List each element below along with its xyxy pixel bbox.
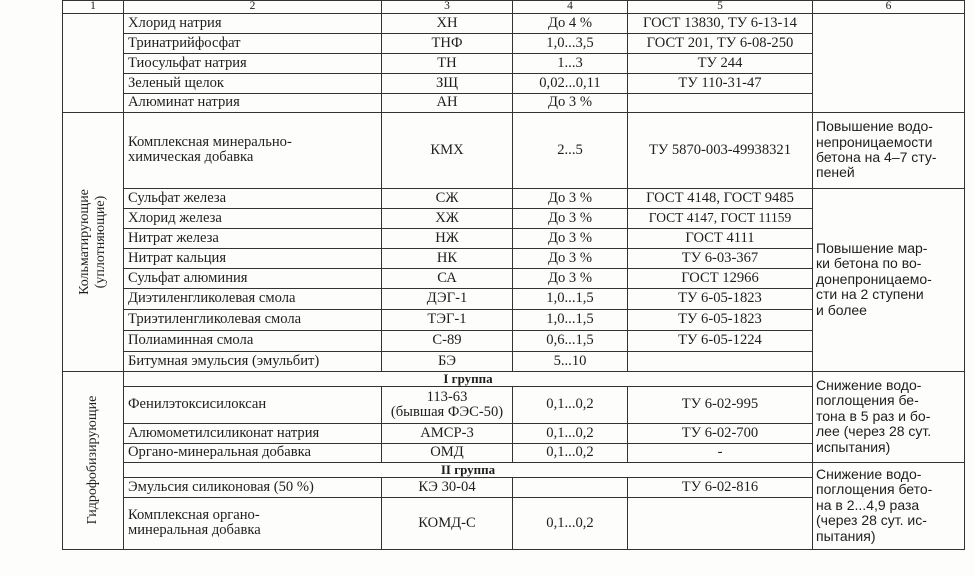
- additive-standard: ТУ 110-31-47: [628, 73, 813, 93]
- table-row: [63, 188, 965, 208]
- additive-standard: ТУ 6-05-1224: [628, 330, 813, 351]
- additive-dose: 1,0...1,5: [513, 288, 628, 309]
- category-colmatating: [63, 112, 124, 371]
- additive-code: ТЭГ-1: [382, 309, 513, 330]
- col-5-header: 5: [628, 1, 813, 14]
- additive-name: Тиосульфат натрия: [124, 53, 382, 73]
- additive-dose: До 3 %: [513, 228, 628, 248]
- additive-standard: ТУ 6-05-1823: [628, 288, 813, 309]
- additive-standard: ТУ 5870-003-49938321: [628, 112, 813, 188]
- additive-code: СЖ: [382, 188, 513, 208]
- additive-code: КЭ 30-04: [382, 477, 513, 497]
- additive-standard: ГОСТ 201, ТУ 6-08-250: [628, 33, 813, 53]
- effect-group-2: Снижение водо- поглощения бето- на в 2...4,9 раза (через 28 сут. ис- пытания): [813, 462, 965, 549]
- additive-dose: 0,02...0,11: [513, 73, 628, 93]
- additive-code: ТН: [382, 53, 513, 73]
- additive-name: Зеленый щелок: [124, 73, 382, 93]
- additive-standard: [628, 497, 813, 549]
- additive-dose: До 3 %: [513, 208, 628, 228]
- group-title-row: [63, 462, 965, 477]
- additive-code: КОМД-С: [382, 497, 513, 549]
- additive-name: Тринатрийфосфат: [124, 33, 382, 53]
- additive-standard: [628, 93, 813, 112]
- col-6-header: 6: [813, 1, 965, 14]
- additive-dose: До 3 %: [513, 188, 628, 208]
- col-4-header: 4: [513, 1, 628, 14]
- additive-dose: 0,1...0,2: [513, 386, 628, 423]
- additive-code: СА: [382, 268, 513, 288]
- additive-standard: ГОСТ 13830, ТУ 6-13-14: [628, 13, 813, 33]
- additive-code: ДЭГ-1: [382, 288, 513, 309]
- additive-code: БЭ: [382, 351, 513, 371]
- additive-code: КМХ: [382, 112, 513, 188]
- additive-dose: 0,6...1,5: [513, 330, 628, 351]
- additive-name: Сульфат железа: [124, 188, 382, 208]
- additive-standard: ГОСТ 4148, ГОСТ 9485: [628, 188, 813, 208]
- additive-standard: -: [628, 443, 813, 462]
- additive-code: ЗЩ: [382, 73, 513, 93]
- additive-name: Алюминат натрия: [124, 93, 382, 112]
- additive-name: Алюмометилсиликонат натрия: [124, 423, 382, 443]
- additive-code: С-89: [382, 330, 513, 351]
- category-colmatating-sublabel: (уплотняющие): [93, 195, 108, 288]
- header-row: [63, 1, 965, 14]
- additive-dose: 1,0...3,5: [513, 33, 628, 53]
- additive-standard: ГОСТ 4147, ГОСТ 11159: [628, 208, 813, 228]
- additive-code: ХН: [382, 13, 513, 33]
- additive-dose: [513, 477, 628, 497]
- category-cell-empty: [63, 13, 124, 112]
- additive-dose: До 3 %: [513, 248, 628, 268]
- additive-standard: ТУ 244: [628, 53, 813, 73]
- additive-standard: ГОСТ 12966: [628, 268, 813, 288]
- effect-colmatating: Повышение мар- ки бетона по во- донепроницаемо- сти на 2 ступени и более: [813, 188, 965, 371]
- additive-dose: До 3 %: [513, 268, 628, 288]
- category-hydrophobic-label: Гидрофобизирующие: [84, 395, 100, 525]
- col-1-header: 1: [63, 1, 124, 14]
- additive-dose: 1,0...1,5: [513, 309, 628, 330]
- category-hydrophobic: [63, 371, 124, 549]
- additive-standard: ТУ 6-02-816: [628, 477, 813, 497]
- group-1-title: I группа: [124, 371, 813, 386]
- additive-standard: ГОСТ 4111: [628, 228, 813, 248]
- table-row: [63, 112, 965, 188]
- additive-name: Фенилэтоксисилоксан: [124, 386, 382, 423]
- additive-dose: 1...3: [513, 53, 628, 73]
- additive-name: Полиаминная смола: [124, 330, 382, 351]
- additives-table: [62, 0, 965, 550]
- additive-dose: 2...5: [513, 112, 628, 188]
- additive-name: Комплексная органо- минеральная добавка: [124, 497, 382, 549]
- additive-code: АМСР-3: [382, 423, 513, 443]
- effect-kmx: Повышение водо- непроницаемости бетона на 4–7 сту- пеней: [813, 112, 965, 188]
- additive-code: ОМД: [382, 443, 513, 462]
- group-title-row: [63, 371, 965, 386]
- additive-name: Эмульсия силиконовая (50 %): [124, 477, 382, 497]
- additive-standard: ТУ 6-02-700: [628, 423, 813, 443]
- additive-dose: 0,1...0,2: [513, 423, 628, 443]
- additive-name: Триэтиленгликолевая смола: [124, 309, 382, 330]
- additive-code: ХЖ: [382, 208, 513, 228]
- table-row: [63, 13, 965, 33]
- additive-standard: ТУ 6-03-367: [628, 248, 813, 268]
- additive-name: Нитрат кальция: [124, 248, 382, 268]
- group-2-title: II группа: [124, 462, 813, 477]
- additive-code: НК: [382, 248, 513, 268]
- col-3-header: 3: [382, 1, 513, 14]
- additive-name: Сульфат алюминия: [124, 268, 382, 288]
- additive-code: АН: [382, 93, 513, 112]
- additive-standard: ТУ 6-02-995: [628, 386, 813, 423]
- additive-name: Комплексная минерально- химическая добавка: [124, 112, 382, 188]
- effect-cell-empty: [813, 13, 965, 112]
- additive-dose: До 4 %: [513, 13, 628, 33]
- additive-name: Нитрат железа: [124, 228, 382, 248]
- additive-name: Хлорид натрия: [124, 13, 382, 33]
- additive-code: НЖ: [382, 228, 513, 248]
- additive-standard: ТУ 6-05-1823: [628, 309, 813, 330]
- additive-code: ТНФ: [382, 33, 513, 53]
- additive-standard: [628, 351, 813, 371]
- effect-group-1: Снижение водо- поглощения бе- тона в 5 раз и бо- лее (через 28 сут. испытания): [813, 371, 965, 462]
- additive-name: Хлорид железа: [124, 208, 382, 228]
- additive-dose: 0,1...0,2: [513, 497, 628, 549]
- additive-dose: 5...10: [513, 351, 628, 371]
- col-2-header: 2: [124, 1, 382, 14]
- category-colmatating-label: Кольматирующие: [76, 188, 92, 295]
- additive-name: Диэтиленгликолевая смола: [124, 288, 382, 309]
- additive-name: Органо-минеральная добавка: [124, 443, 382, 462]
- additive-name: Битумная эмульсия (эмульбит): [124, 351, 382, 371]
- additive-dose: До 3 %: [513, 93, 628, 112]
- additive-dose: 0,1...0,2: [513, 443, 628, 462]
- additive-code: 113-63 (бывшая ФЭС-50): [382, 386, 513, 423]
